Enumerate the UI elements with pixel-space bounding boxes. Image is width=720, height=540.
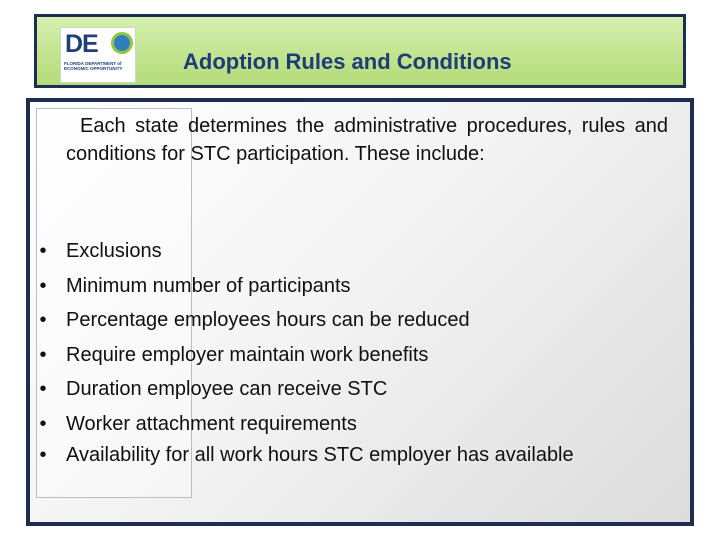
content-panel	[26, 98, 694, 526]
list-item	[30, 303, 670, 338]
bullet-icon: •	[39, 412, 47, 435]
list-item-text: Exclusions	[66, 240, 162, 262]
logo-globe-icon	[111, 32, 133, 54]
rules-list	[30, 234, 670, 469]
bullet-icon: •	[39, 309, 47, 331]
slide-title-part1: Adoption	[183, 49, 280, 74]
list-item-text: Percentage employees hours can be reduced	[66, 309, 470, 331]
bullet-icon: •	[39, 378, 47, 400]
list-item	[30, 269, 670, 304]
bullet-icon: •	[39, 274, 47, 297]
bullet-icon: •	[39, 240, 47, 262]
logo-subtext-line: ECONOMIC OPPORTUNITY	[64, 66, 123, 71]
logo-subtext	[64, 61, 134, 71]
list-item-text: Require employer maintain work benefits	[66, 343, 429, 366]
list-item	[30, 234, 670, 269]
list-item-text: Duration employee can receive STC	[66, 378, 388, 400]
title-panel	[34, 14, 686, 88]
list-item	[30, 441, 670, 469]
intro-text: Each state determines the administrative procedures, rules and conditions for STC participation. These include:	[66, 115, 668, 165]
slide-title	[183, 49, 512, 75]
slide-title-part2: Rules and Conditions	[285, 49, 512, 74]
bullet-icon: •	[39, 343, 47, 366]
intro-paragraph	[66, 112, 668, 168]
list-item	[30, 372, 670, 407]
list-item	[30, 407, 670, 442]
list-item-text: Minimum number of participants	[66, 274, 351, 297]
list-item-text: Availability for all work hours STC employer has available	[66, 444, 574, 466]
deo-logo	[60, 27, 136, 83]
list-item	[30, 338, 670, 373]
logo-subtext-line: FLORIDA DEPARTMENT of	[64, 61, 122, 66]
bullet-icon: •	[39, 444, 47, 466]
logo-wordmark: DE	[65, 30, 98, 58]
list-item-text: Worker attachment requirements	[66, 412, 357, 435]
